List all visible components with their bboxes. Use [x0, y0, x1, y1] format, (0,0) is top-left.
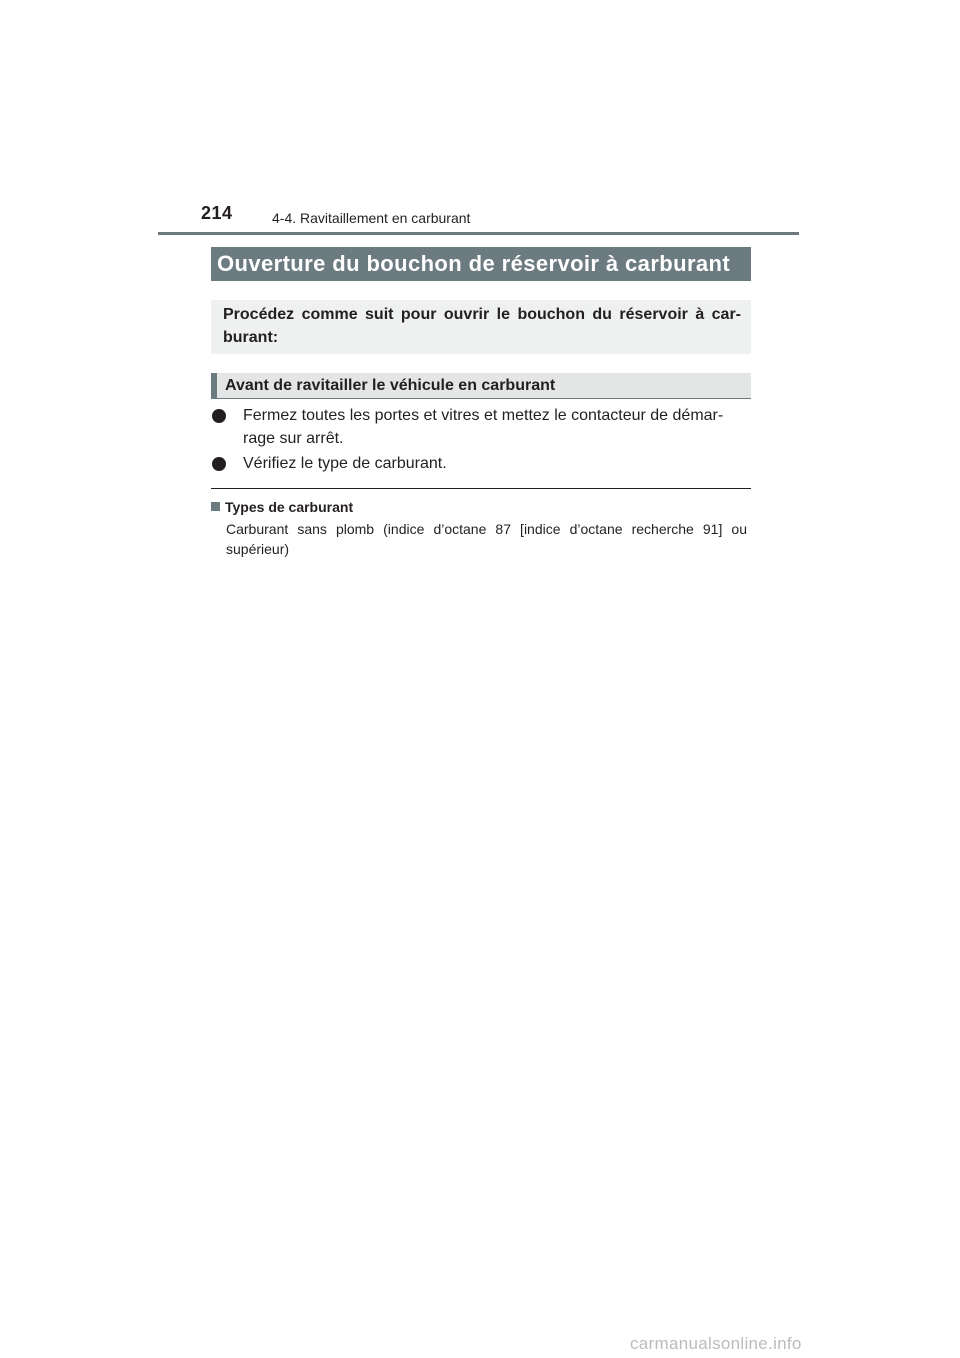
page-title: Ouverture du bouchon de réservoir à carburant	[211, 247, 751, 281]
subheading: Avant de ravitailler le véhicule en carburant	[211, 373, 751, 399]
bullet-list	[212, 404, 750, 477]
note-title-text: Types de carburant	[225, 499, 354, 515]
list-item	[212, 452, 750, 475]
header-rule	[158, 232, 799, 235]
bullet-dot-icon	[212, 457, 226, 471]
square-icon	[211, 502, 220, 511]
note-rule	[211, 488, 751, 489]
watermark[interactable]: carmanualsonline.info	[630, 1334, 802, 1353]
page-number: 214	[201, 203, 233, 223]
bullet-text: Fermez toutes les portes et vitres et mettez le contacteur de démar-rage sur arrêt.	[243, 407, 724, 447]
section-label: 4-4. Ravitaillement en carburant	[272, 210, 471, 226]
bullet-text: Vérifiez le type de carburant.	[243, 455, 447, 472]
note-body: Carburant sans plomb (indice d’octane 87 [indice d’octane recherche 91] ou supérieur)	[226, 521, 747, 557]
list-item	[212, 404, 750, 450]
intro-box: Procédez comme suit pour ouvrir le bouchon du réservoir à car-burant:	[211, 300, 751, 354]
note-title	[211, 498, 353, 516]
bullet-dot-icon	[212, 409, 226, 423]
